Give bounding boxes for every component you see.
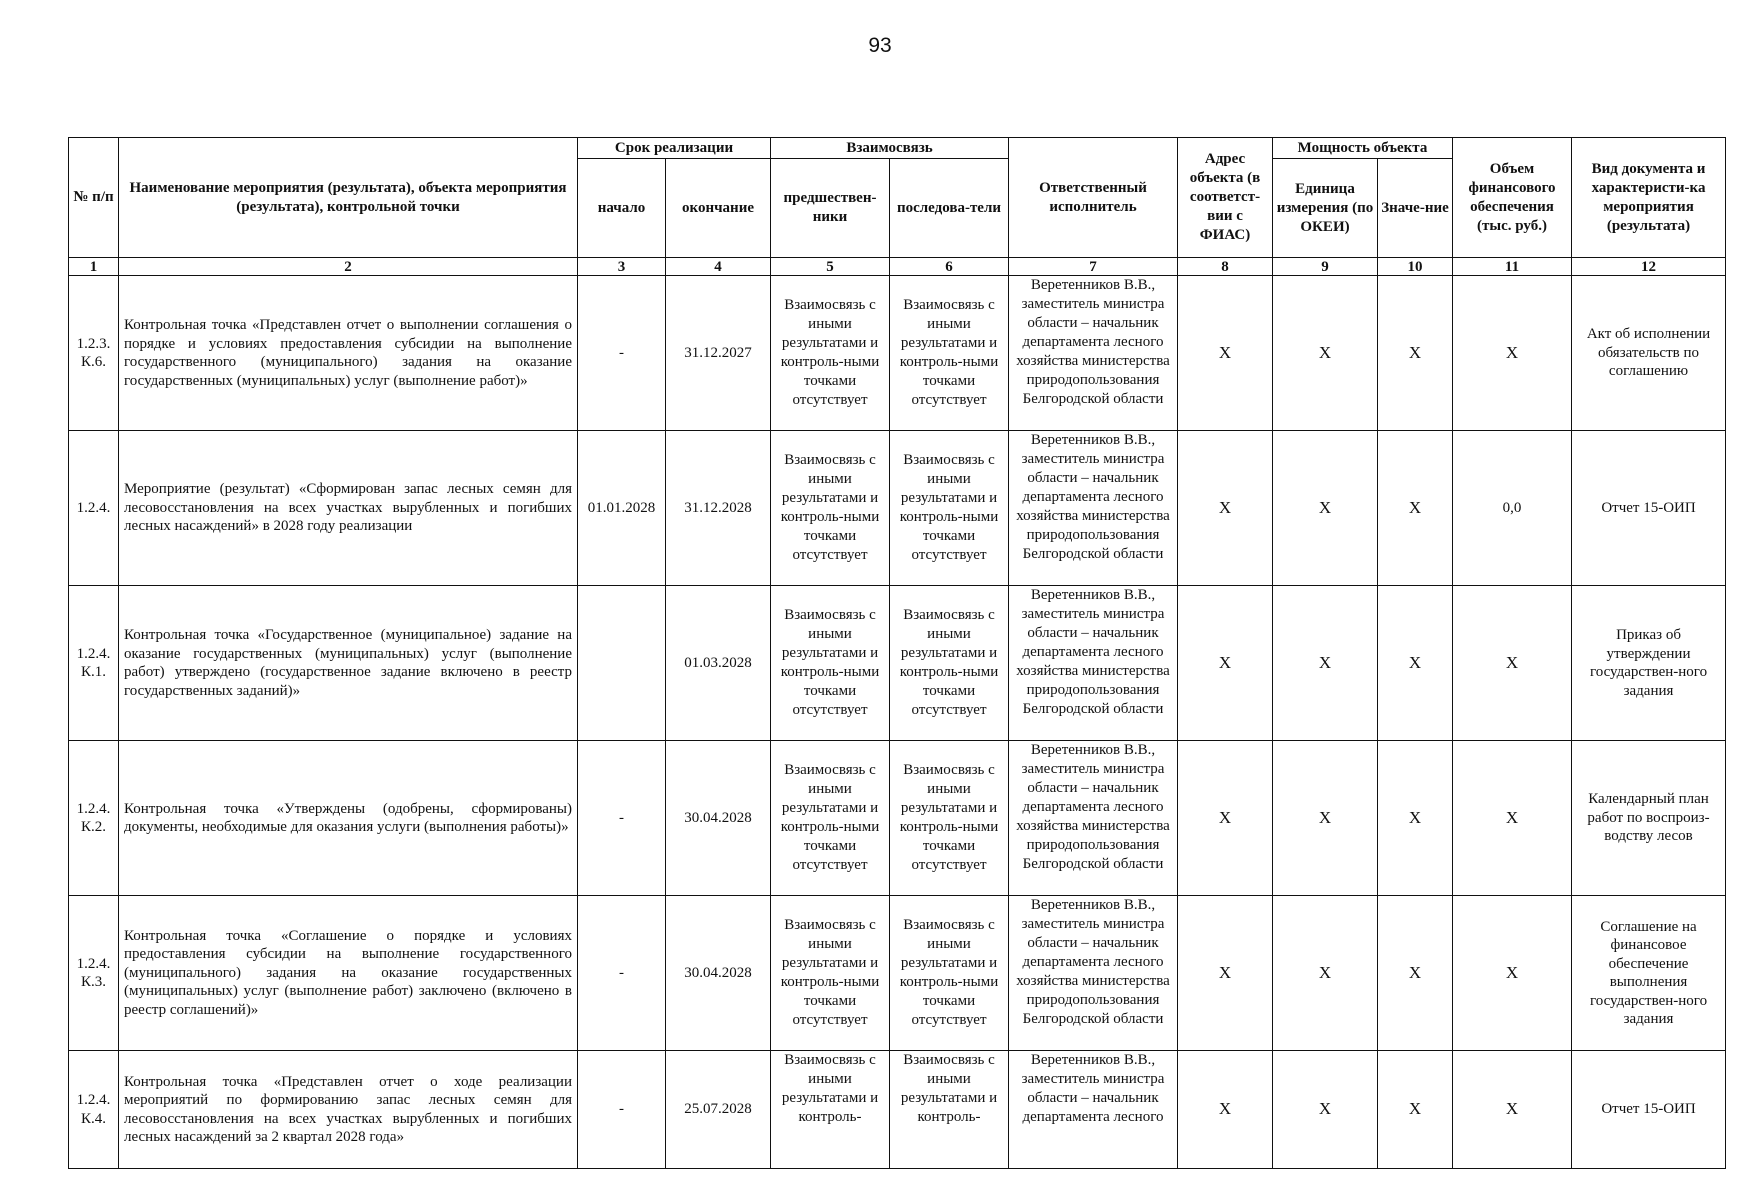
row-unit: X <box>1273 586 1378 741</box>
row-executor: Веретенников В.В., заместитель министра области – начальник департамента лесного хозяйства министерства природопользования Белгородской области <box>1009 276 1178 431</box>
row-id: 1.2.4. К.3. <box>69 896 119 1051</box>
row-financing: X <box>1453 1051 1572 1169</box>
row-executor: Веретенников В.В., заместитель министра области – начальник департамента лесного хозяйства министерства природопользования Белгородской области <box>1009 741 1178 896</box>
row-name: Контрольная точка «Утверждены (одобрены, сформированы) документы, необходимые для оказания услуги (выполнения работы)» <box>119 741 578 896</box>
row-address: X <box>1178 431 1273 586</box>
row-document: Акт об исполнении обязательств по соглашению <box>1572 276 1726 431</box>
row-predecessors: Взаимосвязь с иными результатами и контроль-ными точками отсутствует <box>771 741 890 896</box>
row-executor: Веретенников В.В., заместитель министра области – начальник департамента лесного хозяйства министерства природопользования Белгородской области <box>1009 896 1178 1051</box>
column-number: 1 <box>69 258 119 276</box>
row-unit: X <box>1273 896 1378 1051</box>
column-number: 8 <box>1178 258 1273 276</box>
row-end: 30.04.2028 <box>666 896 771 1051</box>
row-start: 01.01.2028 <box>578 431 666 586</box>
row-financing: X <box>1453 896 1572 1051</box>
row-unit: X <box>1273 1051 1378 1169</box>
row-id: 1.2.4. <box>69 431 119 586</box>
column-number: 10 <box>1378 258 1453 276</box>
column-number: 9 <box>1273 258 1378 276</box>
table-row <box>69 896 1726 1051</box>
row-name: Мероприятие (результат) «Сформирован запас лесных семян для лесовосстановления на всех участках вырубленных и погибших лесных насаждений» в 2028 году реализации <box>119 431 578 586</box>
table-body <box>69 276 1726 1169</box>
row-successors: Взаимосвязь с иными результатами и контроль-ными точками отсутствует <box>890 431 1009 586</box>
header-col-name: Наименование мероприятия (результата), объекта мероприятия (результата), контрольной точки <box>119 138 578 258</box>
row-address: X <box>1178 1051 1273 1169</box>
row-successors: Взаимосвязь с иными результатами и контроль-ными точками отсутствует <box>890 276 1009 431</box>
column-number: 12 <box>1572 258 1726 276</box>
row-successors: Взаимосвязь с иными результатами и контроль- <box>890 1051 1009 1169</box>
header-col-value: Значе-ние <box>1378 159 1453 258</box>
row-name: Контрольная точка «Соглашение о порядке и условиях предоставления субсидии на выполнение государственного (муниципального) задания на оказание государственных (муниципальных) услуг (выполнение работ) заключено (включено в реестр соглашений)» <box>119 896 578 1051</box>
header-col-doc: Вид документа и характеристи-ка мероприятия (результата) <box>1572 138 1726 258</box>
row-end: 30.04.2028 <box>666 741 771 896</box>
row-id: 1.2.4. К.4. <box>69 1051 119 1169</box>
row-financing: X <box>1453 586 1572 741</box>
row-successors: Взаимосвязь с иными результатами и контроль-ными точками отсутствует <box>890 896 1009 1051</box>
row-document: Календарный план работ по воспроиз-водству лесов <box>1572 741 1726 896</box>
table-row <box>69 741 1726 896</box>
row-start: - <box>578 1051 666 1169</box>
column-number: 5 <box>771 258 890 276</box>
header-col-no: № п/п <box>69 138 119 258</box>
plan-table <box>68 137 1726 1169</box>
row-financing: X <box>1453 276 1572 431</box>
row-financing: 0,0 <box>1453 431 1572 586</box>
row-end: 01.03.2028 <box>666 586 771 741</box>
row-address: X <box>1178 741 1273 896</box>
header-col-addr: Адрес объекта (в соответст-вии с ФИАС) <box>1178 138 1273 258</box>
row-id: 1.2.4. К.2. <box>69 741 119 896</box>
table-row <box>69 586 1726 741</box>
column-number: 11 <box>1453 258 1572 276</box>
row-predecessors: Взаимосвязь с иными результатами и контроль-ными точками отсутствует <box>771 276 890 431</box>
table-row <box>69 431 1726 586</box>
row-unit: X <box>1273 741 1378 896</box>
row-executor: Веретенников В.В., заместитель министра области – начальник департамента лесного хозяйства министерства природопользования Белгородской области <box>1009 586 1178 741</box>
header-group-power: Мощность объекта <box>1273 138 1453 159</box>
row-unit: X <box>1273 276 1378 431</box>
row-start <box>578 586 666 741</box>
row-predecessors: Взаимосвязь с иными результатами и контроль-ными точками отсутствует <box>771 431 890 586</box>
row-value: X <box>1378 276 1453 431</box>
row-financing: X <box>1453 741 1572 896</box>
row-predecessors: Взаимосвязь с иными результатами и контроль-ными точками отсутствует <box>771 896 890 1051</box>
row-address: X <box>1178 896 1273 1051</box>
page-number: 93 <box>868 34 892 57</box>
row-id: 1.2.3. К.6. <box>69 276 119 431</box>
table-header <box>69 138 1726 276</box>
row-value: X <box>1378 431 1453 586</box>
header-col-end: окончание <box>666 159 771 258</box>
row-successors: Взаимосвязь с иными результатами и контроль-ными точками отсутствует <box>890 586 1009 741</box>
column-number: 6 <box>890 258 1009 276</box>
row-address: X <box>1178 586 1273 741</box>
row-value: X <box>1378 741 1453 896</box>
row-start: - <box>578 896 666 1051</box>
row-start: - <box>578 741 666 896</box>
row-address: X <box>1178 276 1273 431</box>
header-col-unit: Единица измерения (по ОКЕИ) <box>1273 159 1378 258</box>
header-col-fin: Объем финансового обеспечения (тыс. руб.) <box>1453 138 1572 258</box>
row-name: Контрольная точка «Государственное (муниципальное) задание на оказание государственных (муниципальных) услуг (выполнение работ) утверждено (государственное задание включено в реестр государственных заданий)» <box>119 586 578 741</box>
row-value: X <box>1378 896 1453 1051</box>
header-col-start: начало <box>578 159 666 258</box>
column-number: 2 <box>119 258 578 276</box>
row-start: - <box>578 276 666 431</box>
row-end: 31.12.2027 <box>666 276 771 431</box>
row-document: Приказ об утверждении государствен-ного задания <box>1572 586 1726 741</box>
row-name: Контрольная точка «Представлен отчет о ходе реализации мероприятий по формированию запас лесных семян для лесовосстановления на всех участках вырубленных и погибших лесных насаждений за 2 квартал 2028 года» <box>119 1051 578 1169</box>
column-number: 3 <box>578 258 666 276</box>
table-row <box>69 1051 1726 1169</box>
header-group-term: Срок реализации <box>578 138 771 159</box>
column-number: 4 <box>666 258 771 276</box>
row-document: Отчет 15-ОИП <box>1572 431 1726 586</box>
row-value: X <box>1378 586 1453 741</box>
row-end: 25.07.2028 <box>666 1051 771 1169</box>
row-predecessors: Взаимосвязь с иными результатами и контроль- <box>771 1051 890 1169</box>
header-col-succ: последова-тели <box>890 159 1009 258</box>
header-col-exec: Ответственный исполнитель <box>1009 138 1178 258</box>
header-group-link: Взаимосвязь <box>771 138 1009 159</box>
row-document: Соглашение на финансовое обеспечение выполнения государствен-ного задания <box>1572 896 1726 1051</box>
header-col-pred: предшествен-ники <box>771 159 890 258</box>
row-executor: Веретенников В.В., заместитель министра области – начальник департамента лесного <box>1009 1051 1178 1169</box>
row-id: 1.2.4. К.1. <box>69 586 119 741</box>
row-executor: Веретенников В.В., заместитель министра области – начальник департамента лесного хозяйства министерства природопользования Белгородской области <box>1009 431 1178 586</box>
row-successors: Взаимосвязь с иными результатами и контроль-ными точками отсутствует <box>890 741 1009 896</box>
row-document: Отчет 15-ОИП <box>1572 1051 1726 1169</box>
row-unit: X <box>1273 431 1378 586</box>
column-number: 7 <box>1009 258 1178 276</box>
row-value: X <box>1378 1051 1453 1169</box>
row-predecessors: Взаимосвязь с иными результатами и контроль-ными точками отсутствует <box>771 586 890 741</box>
row-end: 31.12.2028 <box>666 431 771 586</box>
row-name: Контрольная точка «Представлен отчет о выполнении соглашения о порядке и условиях предоставления субсидии на выполнение государственного (муниципального) задания на оказание государственных (муниципальных) услуг (выполнение работ)» <box>119 276 578 431</box>
table-row <box>69 276 1726 431</box>
